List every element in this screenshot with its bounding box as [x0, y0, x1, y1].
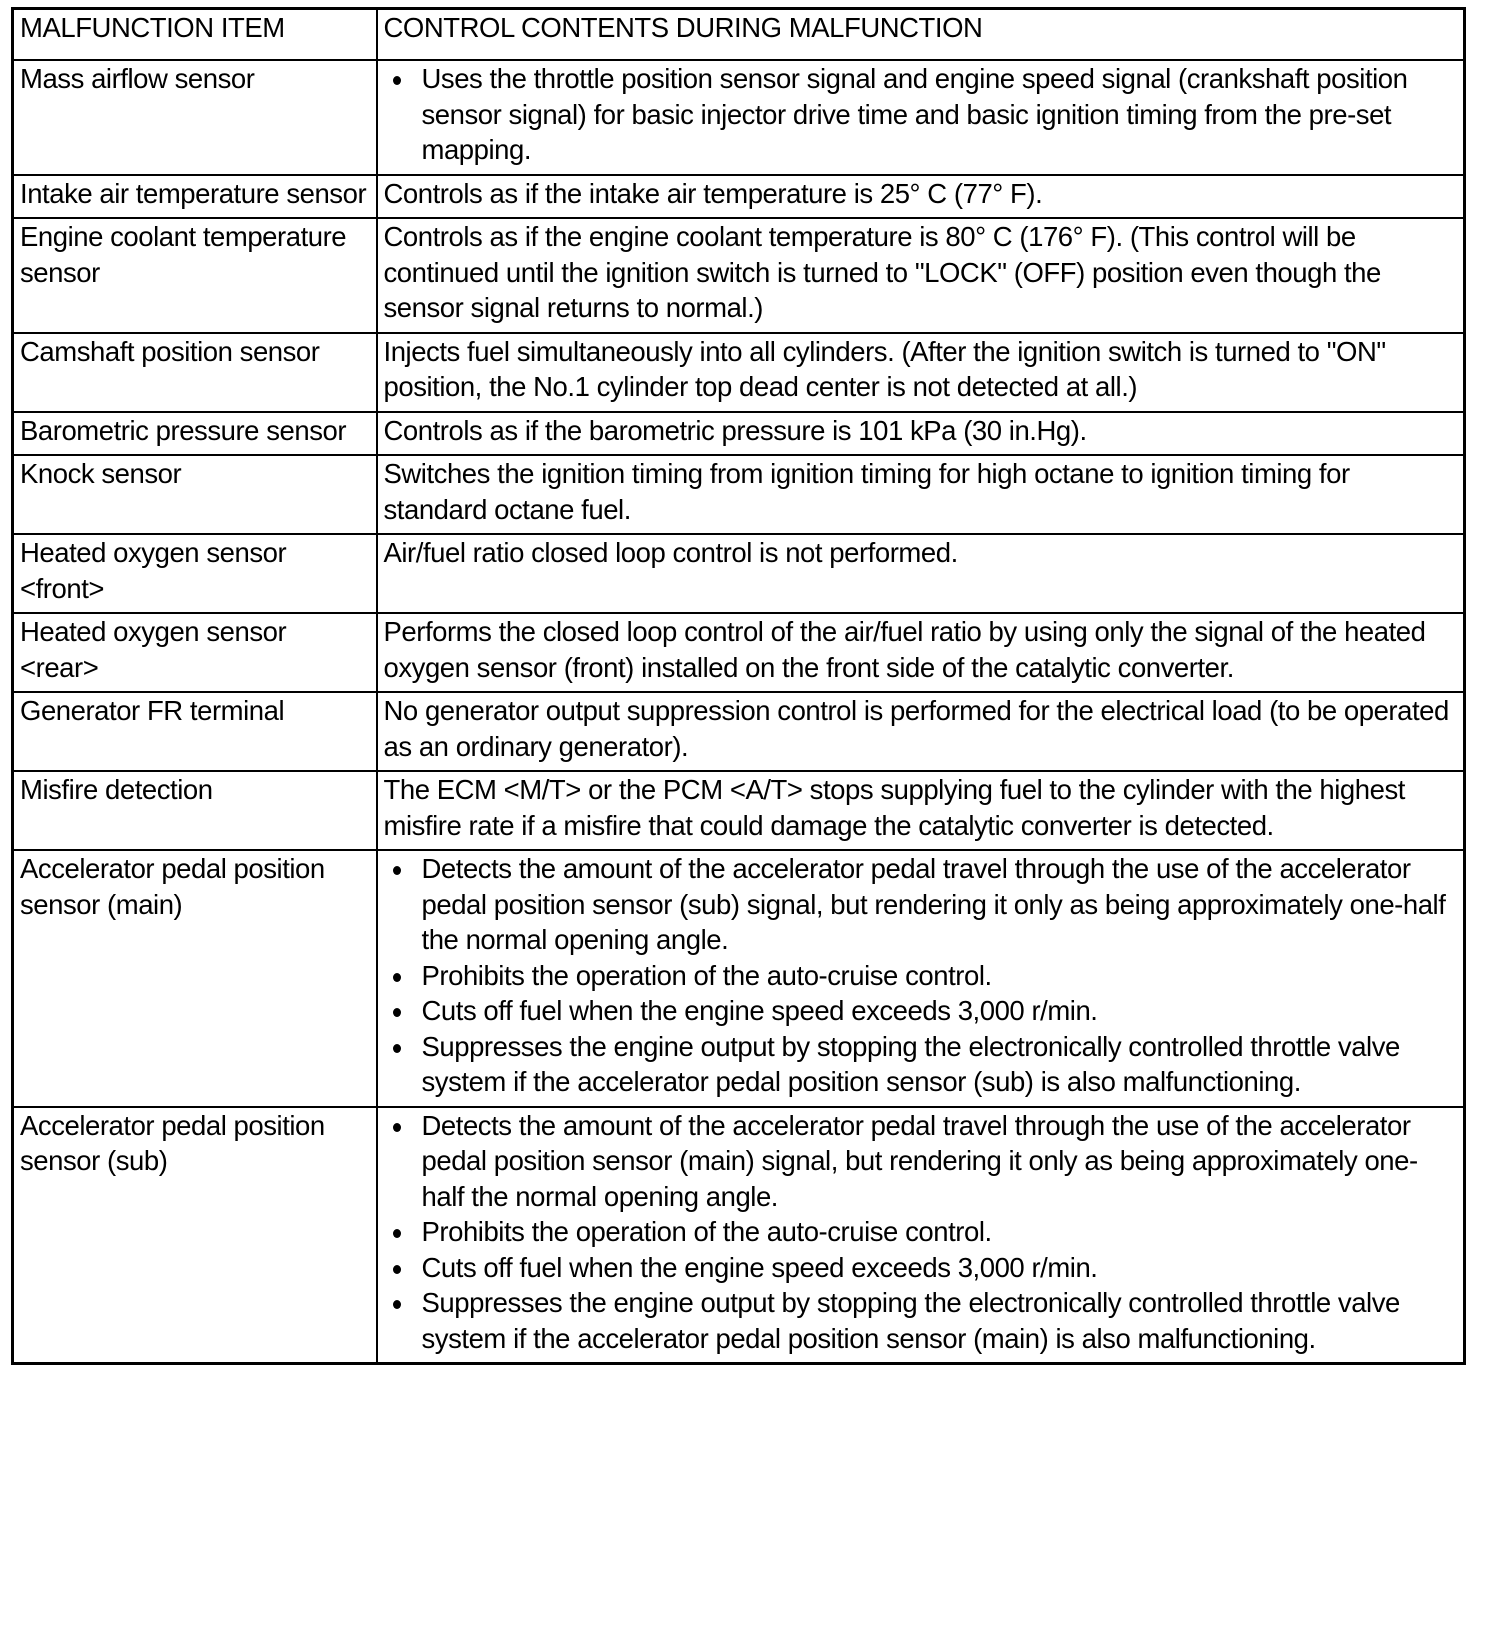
control-contents-cell: No generator output suppression control is performed for the electrical load (to be operated as an ordinary generator).: [377, 692, 1465, 771]
control-bullet: Prohibits the operation of the auto-cruise control.: [422, 1214, 1460, 1250]
control-bullet: Suppresses the engine output by stopping the electronically controlled throttle valve system if the accelerator pedal position sensor (main) is also malfunctioning.: [422, 1285, 1460, 1356]
control-bullet-list: [384, 61, 1460, 168]
malfunction-item-cell: Accelerator pedal position sensor (sub): [13, 1107, 377, 1364]
table-row: [13, 175, 1465, 219]
control-contents-cell: Injects fuel simultaneously into all cylinders. (After the ignition switch is turned to "ON" position, the No.1 cylinder top dead center is not detected at all.): [377, 333, 1465, 412]
table-row: [13, 455, 1465, 534]
control-contents-cell: The ECM <M/T> or the PCM <A/T> stops supplying fuel to the cylinder with the highest misfire rate if a misfire that could damage the catalytic converter is detected.: [377, 771, 1465, 850]
column-header-control-contents: [377, 9, 1465, 61]
control-contents-cell: Switches the ignition timing from ignition timing for high octane to ignition timing for standard octane fuel.: [377, 455, 1465, 534]
malfunction-control-table: [11, 7, 1466, 1365]
table-row: [13, 692, 1465, 771]
table-row: [13, 218, 1465, 333]
column-header-malfunction-item: [13, 9, 377, 61]
malfunction-item-cell: Camshaft position sensor: [13, 333, 377, 412]
control-contents-cell: [377, 850, 1465, 1107]
control-contents-cell: [377, 60, 1465, 175]
control-bullet-list: [384, 1108, 1460, 1357]
malfunction-item-cell: Mass airflow sensor: [13, 60, 377, 175]
malfunction-item-cell: Misfire detection: [13, 771, 377, 850]
table-row: [13, 333, 1465, 412]
table-row: [13, 1107, 1465, 1364]
control-contents-cell: Controls as if the engine coolant temperature is 80° C (176° F). (This control will be continued until the ignition switch is turned to "LOCK" (OFF) position even though the sensor signal returns to normal.): [377, 218, 1465, 333]
malfunction-item-cell: Knock sensor: [13, 455, 377, 534]
malfunction-item-cell: Barometric pressure sensor: [13, 412, 377, 456]
malfunction-item-cell: Accelerator pedal position sensor (main): [13, 850, 377, 1107]
control-bullet-list: [384, 851, 1460, 1100]
control-bullet: Detects the amount of the accelerator pedal travel through the use of the accelerator pedal position sensor (main) signal, but rendering it only as being approximately one-half the normal opening angle.: [422, 1108, 1460, 1215]
table-row: [13, 412, 1465, 456]
table-row: [13, 534, 1465, 613]
control-contents-cell: Performs the closed loop control of the air/fuel ratio by using only the signal of the heated oxygen sensor (front) installed on the front side of the catalytic converter.: [377, 613, 1465, 692]
control-bullet: Cuts off fuel when the engine speed exceeds 3,000 r/min.: [422, 1250, 1460, 1286]
table-row: [13, 850, 1465, 1107]
malfunction-item-cell: Heated oxygen sensor <front>: [13, 534, 377, 613]
malfunction-item-cell: Intake air temperature sensor: [13, 175, 377, 219]
malfunction-item-cell: Heated oxygen sensor <rear>: [13, 613, 377, 692]
table-row: [13, 771, 1465, 850]
control-bullet: Uses the throttle position sensor signal and engine speed signal (crankshaft position sensor signal) for basic injector drive time and basic ignition timing from the pre-set mapping.: [422, 61, 1460, 168]
control-bullet: Prohibits the operation of the auto-cruise control.: [422, 958, 1460, 994]
table-header-row: [13, 9, 1465, 61]
control-contents-cell: [377, 1107, 1465, 1364]
table-row: [13, 613, 1465, 692]
malfunction-item-cell: Engine coolant temperature sensor: [13, 218, 377, 333]
header-label: CONTROL CONTENTS DURING MALFUNCTION: [383, 12, 983, 43]
control-contents-cell: Controls as if the intake air temperature is 25° C (77° F).: [377, 175, 1465, 219]
control-bullet: Suppresses the engine output by stopping the electronically controlled throttle valve system if the accelerator pedal position sensor (sub) is also malfunctioning.: [422, 1029, 1460, 1100]
malfunction-item-cell: Generator FR terminal: [13, 692, 377, 771]
control-bullet: Detects the amount of the accelerator pedal travel through the use of the accelerator pedal position sensor (sub) signal, but rendering it only as being approximately one-half the normal opening angle.: [422, 851, 1460, 958]
control-contents-cell: Controls as if the barometric pressure is 101 kPa (30 in.Hg).: [377, 412, 1465, 456]
control-bullet: Cuts off fuel when the engine speed exceeds 3,000 r/min.: [422, 993, 1460, 1029]
control-contents-cell: Air/fuel ratio closed loop control is not performed.: [377, 534, 1465, 613]
table-row: [13, 60, 1465, 175]
header-label: MALFUNCTION ITEM: [20, 12, 285, 43]
